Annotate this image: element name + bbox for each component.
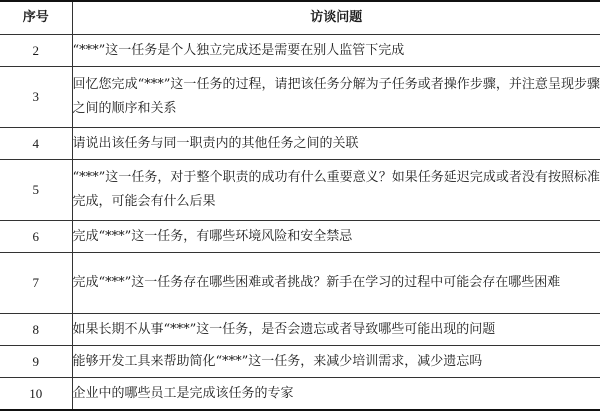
row-number: 8 <box>0 314 72 346</box>
row-question: 企业中的哪些员工是完成该任务的专家 <box>72 378 600 411</box>
row-question: 回忆您完成“***”这一任务的过程，请把该任务分解为子任务或者操作步骤，并注意呈现步骤之间的顺序和关系 <box>72 67 600 128</box>
table-row <box>0 221 600 253</box>
row-number: 3 <box>0 67 72 128</box>
header-question: 访谈问题 <box>72 1 600 35</box>
table-row <box>0 346 600 378</box>
row-question: 完成“***”这一任务，有哪些环境风险和安全禁忌 <box>72 221 600 253</box>
table-row <box>0 67 600 128</box>
table-row <box>0 314 600 346</box>
table-header-row <box>0 1 600 35</box>
row-question: 能够开发工具来帮助简化“***”这一任务，来减少培训需求，减少遗忘吗 <box>72 346 600 378</box>
row-question: 如果长期不从事“***”这一任务，是否会遗忘或者导致哪些可能出现的问题 <box>72 314 600 346</box>
table-row <box>0 128 600 160</box>
row-number: 4 <box>0 128 72 160</box>
row-question: “***”这一任务，对于整个职责的成功有什么重要意义？如果任务延迟完成或者没有按照标准完成，可能会有什么后果 <box>72 160 600 221</box>
table-row <box>0 160 600 221</box>
row-question: 请说出该任务与同一职责内的其他任务之间的关联 <box>72 128 600 160</box>
table-row <box>0 378 600 411</box>
row-number: 10 <box>0 378 72 411</box>
row-number: 7 <box>0 253 72 314</box>
header-no: 序号 <box>0 1 72 35</box>
row-number: 9 <box>0 346 72 378</box>
row-question: “***”这一任务是个人独立完成还是需要在别人监管下完成 <box>72 35 600 67</box>
table-row <box>0 35 600 67</box>
row-question: 完成“***”这一任务存在哪些困难或者挑战？新手在学习的过程中可能会存在哪些困难 <box>72 253 600 314</box>
row-number: 6 <box>0 221 72 253</box>
table-row <box>0 253 600 314</box>
row-number: 2 <box>0 35 72 67</box>
row-number: 5 <box>0 160 72 221</box>
